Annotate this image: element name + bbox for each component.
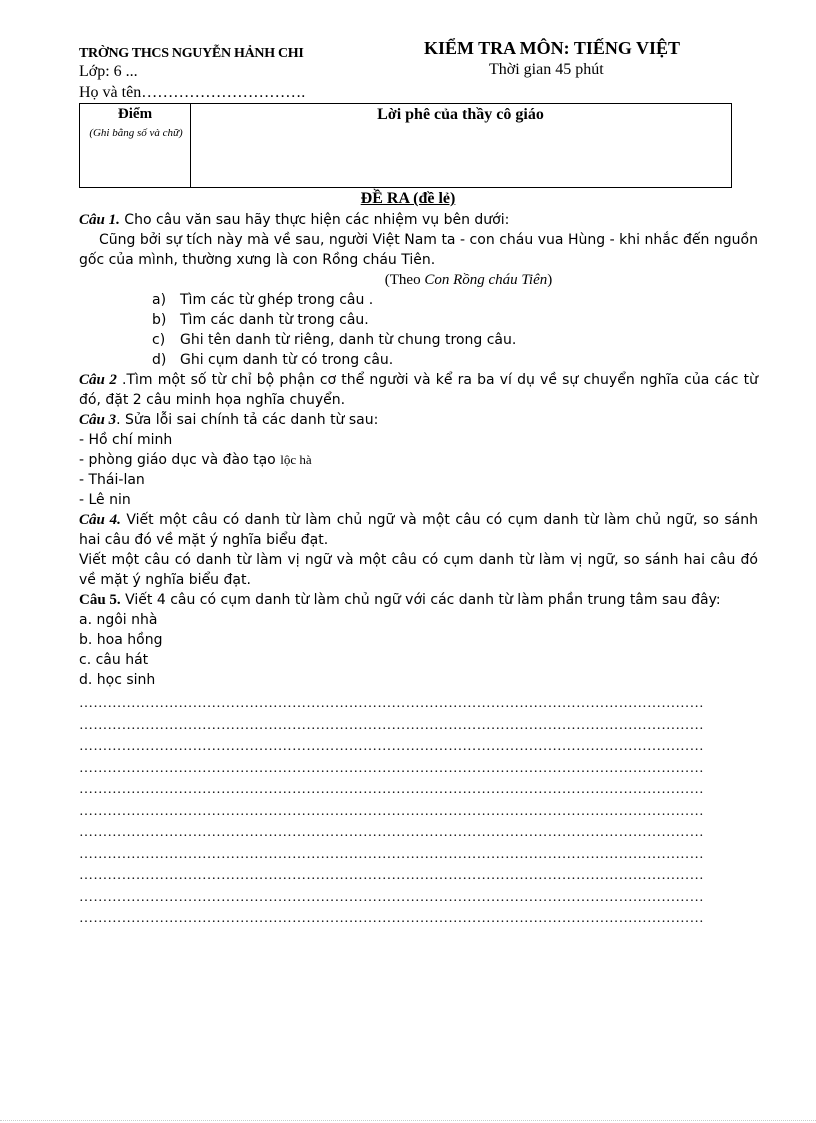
question-4-part-2: Viết một câu có danh từ làm vị ngữ và một câu có cụm danh từ làm vị ngữ, so sánh hai câu đó về mặt ý nghĩa biểu đạt.: [79, 552, 758, 588]
answer-line[interactable]: ……………………………………………………………………………………………………………………: [79, 760, 704, 776]
list-item: - phòng giáo dục và đào tạo lộc hà: [79, 452, 312, 468]
answer-line[interactable]: ……………………………………………………………………………………………………………………: [79, 717, 704, 733]
exam-duration: Thời gian 45 phút: [489, 61, 604, 78]
list-item: c. câu hát: [79, 652, 149, 668]
question-5-text: Viết 4 câu có cụm danh từ làm chủ ngữ với các danh từ làm phần trung tâm sau đây:: [120, 592, 721, 608]
list-item: a. ngôi nhà: [79, 612, 158, 628]
page-bottom-border: [0, 1120, 816, 1121]
question-4-text: Viết một câu có danh từ làm chủ ngữ và một câu có cụm danh từ làm chủ ngữ, so sánh hai câu đó về mặt ý nghĩa biểu đạt.: [79, 512, 758, 548]
list-item: - Hồ chí minh: [79, 432, 173, 448]
question-1: [79, 210, 758, 230]
question-3-text: . Sửa lỗi sai chính tả các danh từ sau:: [116, 412, 379, 428]
question-1-items: [79, 290, 758, 370]
exam-title: KIỂM TRA MÔN: TIẾNG VIỆT: [424, 38, 681, 58]
answer-line[interactable]: ……………………………………………………………………………………………………………………: [79, 846, 704, 862]
exam-heading: ĐỀ RA (đề lẻ): [360, 190, 456, 207]
answer-line[interactable]: ……………………………………………………………………………………………………………………: [79, 889, 704, 905]
list-item: b) Tìm các danh từ trong câu.: [152, 312, 369, 328]
answer-line[interactable]: ……………………………………………………………………………………………………………………: [79, 739, 704, 754]
answer-line[interactable]: ……………………………………………………………………………………………………………………: [79, 911, 704, 926]
question-5: [79, 590, 758, 610]
question-5-label: Câu 5.: [79, 592, 121, 608]
answer-lines: [79, 693, 739, 930]
list-item: - Lê nin: [79, 492, 131, 508]
list-item: d) Ghi cụm danh từ có trong câu.: [152, 352, 394, 368]
grade-box: [79, 103, 732, 188]
list-item: - Thái-lan: [79, 472, 145, 488]
question-3: [79, 410, 758, 430]
answer-line[interactable]: ……………………………………………………………………………………………………………………: [79, 825, 704, 840]
answer-line[interactable]: ……………………………………………………………………………………………………………………: [79, 803, 704, 819]
question-2-text: .Tìm một số từ chỉ bộ phận cơ thể người và kể ra ba ví dụ về sự chuyển nghĩa của các từ đó, đặt 2 câu minh họa nghĩa chuyển.: [79, 372, 758, 408]
teacher-comment-label: Lời phê của thầy cô giáo: [377, 106, 544, 123]
question-2: [79, 370, 758, 410]
exam-body: [79, 210, 758, 690]
score-note: (Ghi bằng số và chữ): [89, 127, 183, 139]
score-label: Điểm: [117, 106, 153, 122]
answer-line[interactable]: ……………………………………………………………………………………………………………………: [79, 868, 704, 883]
question-1-text: Cho câu văn sau hãy thực hiện các nhiệm vụ bên dưới:: [119, 212, 510, 228]
question-4: [79, 510, 758, 550]
list-item: c) Ghi tên danh từ riêng, danh từ chung trong câu.: [152, 332, 517, 348]
list-item: b. hoa hồng: [79, 632, 163, 648]
question-3-label: Câu 3: [79, 412, 117, 428]
class-field: Lớp: 6 ...: [79, 63, 138, 80]
question-2-label: Câu 2: [79, 372, 117, 388]
answer-line[interactable]: ……………………………………………………………………………………………………………………: [79, 696, 704, 711]
student-name-field: Họ và tên………………………….: [79, 84, 306, 101]
question-4-label: Câu 4.: [79, 512, 121, 528]
school-name: TRỜNG THCS NGUYỄN HẢNH CHI: [79, 46, 304, 61]
question-1-source: (Theo Con Rồng cháu Tiên): [384, 272, 553, 288]
list-item: d. học sinh: [79, 672, 156, 688]
inline-note: lộc hà: [280, 452, 312, 467]
question-1-quote: Cũng bởi sự tích này mà về sau, người Việt Nam ta - con cháu vua Hùng - khi nhắc đến nguồn gốc của mình, thường xưng là con Rồng cháu Tiên.: [79, 232, 758, 268]
question-1-label: Câu 1.: [79, 212, 120, 228]
list-item: a) Tìm các từ ghép trong câu .: [152, 292, 374, 308]
answer-line[interactable]: ……………………………………………………………………………………………………………………: [79, 782, 704, 797]
